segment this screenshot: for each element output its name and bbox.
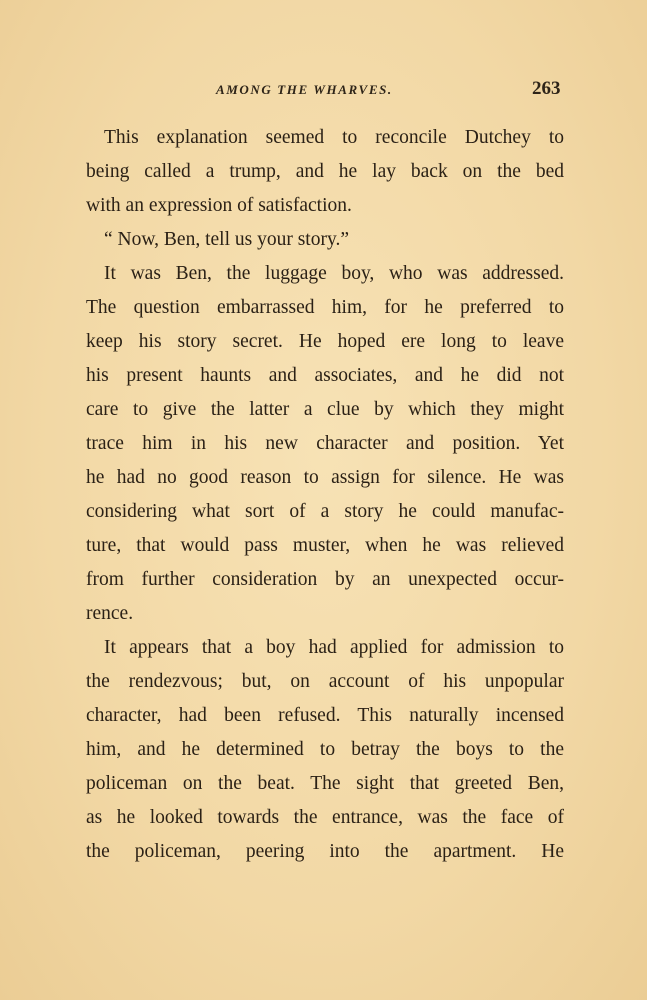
text-line: character, had been refused. This naturally incensed — [86, 705, 564, 726]
text-line: considering what sort of a story he could manufac- — [86, 501, 564, 522]
text-line: care to give the latter a clue by which they might — [86, 399, 564, 420]
text-line: as he looked towards the entrance, was the face of — [86, 807, 564, 828]
text-line: This explanation seemed to reconcile Dutchey to — [104, 127, 564, 148]
text-line: he had no good reason to assign for silence. He was — [86, 467, 564, 488]
text-line: from further consideration by an unexpected occur- — [86, 569, 564, 590]
page-number: 263 — [532, 78, 561, 99]
text-line: rence. — [86, 603, 134, 624]
text-line: keep his story secret. He hoped ere long to leave — [86, 331, 564, 352]
text-line: trace him in his new character and position. Yet — [86, 433, 564, 454]
text-line: policeman on the beat. The sight that greeted Ben, — [86, 773, 564, 794]
text-line: ture, that would pass muster, when he was relieved — [86, 535, 564, 556]
text-line: with an expression of satisfaction. — [86, 195, 352, 216]
running-title: AMONG THE WHARVES. — [216, 82, 393, 97]
text-line: the rendezvous; but, on account of his unpopular — [86, 671, 564, 692]
text-line: the policeman, peering into the apartment. He — [86, 841, 564, 862]
text-line: him, and he determined to betray the boys to the — [86, 739, 564, 760]
text-line: his present haunts and associates, and he did not — [86, 365, 564, 386]
text-line: It was Ben, the luggage boy, who was addressed. — [104, 263, 564, 284]
running-head — [0, 78, 647, 102]
text-line: It appears that a boy had applied for admission to — [104, 637, 564, 658]
body-text — [86, 121, 564, 869]
text-line: The question embarrassed him, for he preferred to — [86, 297, 564, 318]
text-line: “ Now, Ben, tell us your story.” — [104, 229, 349, 250]
text-line: being called a trump, and he lay back on the bed — [86, 161, 564, 182]
